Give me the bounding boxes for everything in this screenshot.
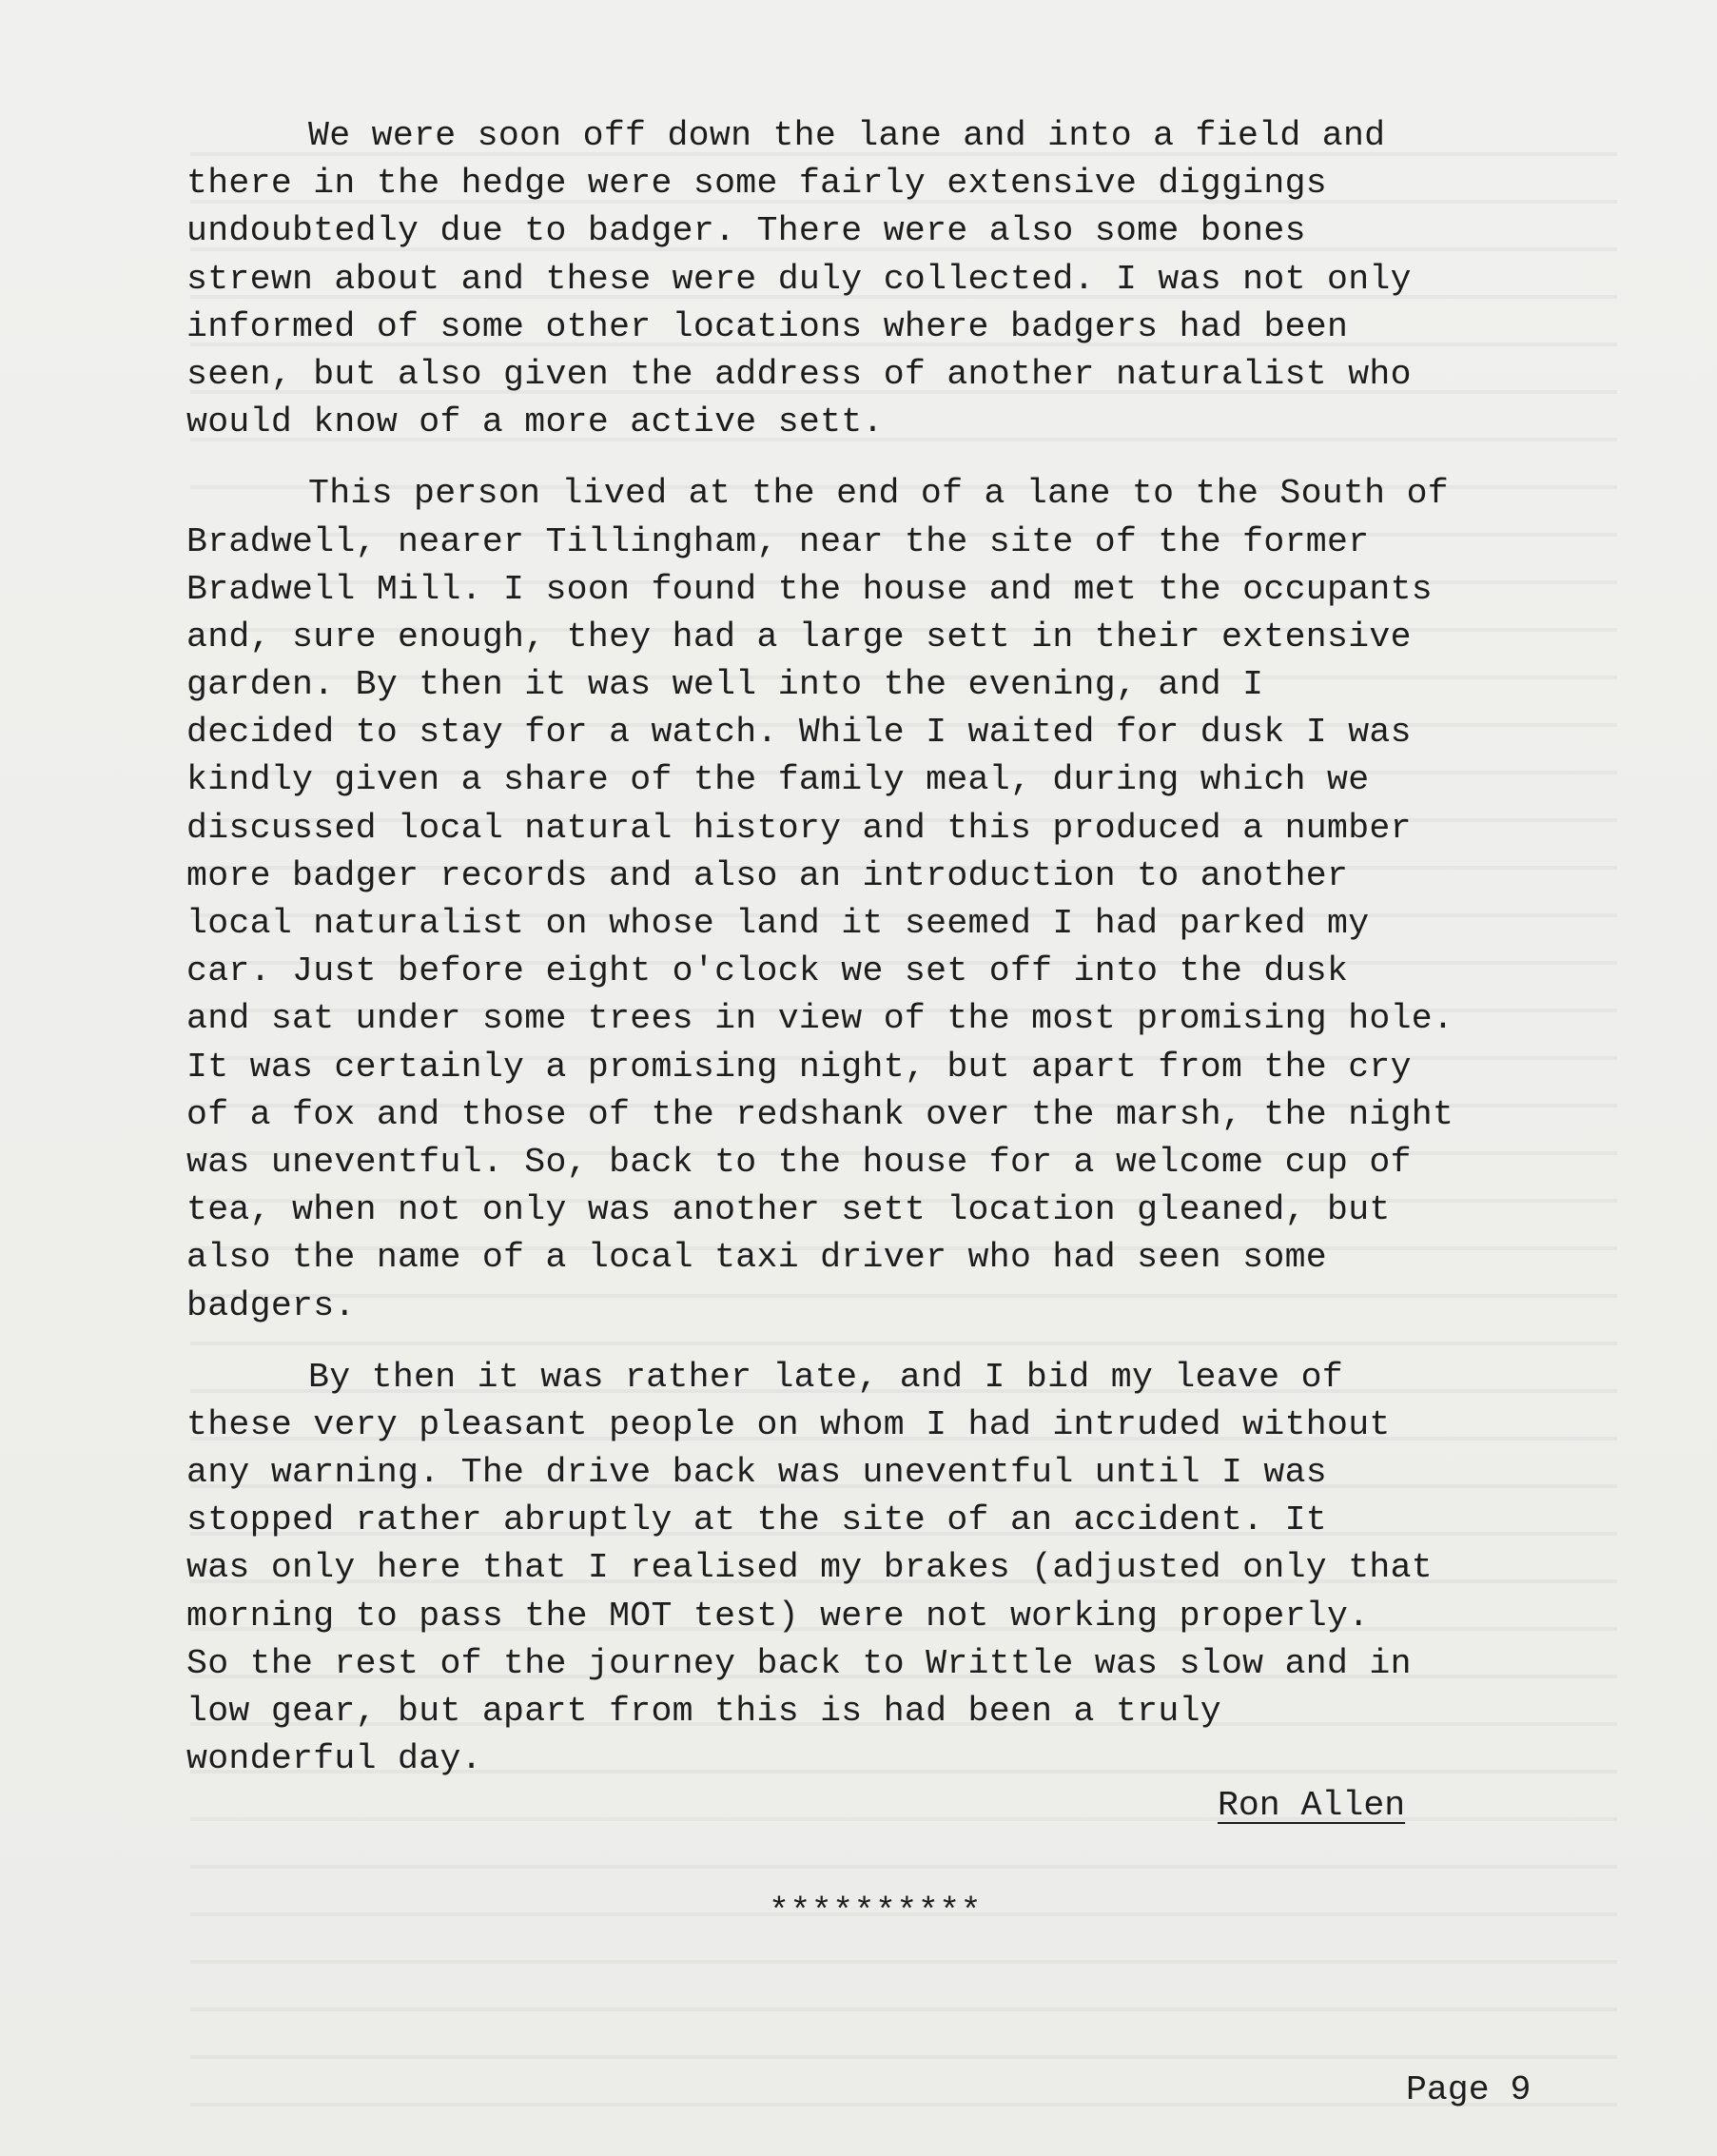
text-line: more badger records and also an introduction to another [186,855,1349,895]
text-line: these very pleasant people on whom I had intruded without [186,1404,1391,1444]
text-line: tea, when not only was another sett location gleaned, but [186,1190,1391,1230]
text-line: So the rest of the journey back to Writtle was slow and in [186,1643,1412,1683]
text-line: of a fox and those of the redshank over the marsh, the night [186,1094,1454,1134]
text-line: informed of some other locations where badgers had been [186,306,1349,346]
text-line: Bradwell, nearer Tillingham, near the site of the former [186,521,1370,561]
text-line: was only here that I realised my brakes (adjusted only that [186,1548,1434,1588]
text-line: It was certainly a promising night, but apart from the cry [186,1047,1412,1087]
text-line: wonderful day. [186,1739,482,1779]
paragraph-gap [186,446,1632,470]
text-line: low gear, but apart from this is had been a truly [186,1692,1221,1731]
text-line: seen, but also given the address of another naturalist who [186,354,1412,394]
text-line: local naturalist on whose land it seemed I had parked my [186,904,1370,943]
paragraph-3 [186,1354,1632,1784]
author-signature: Ron Allen [1218,1786,1406,1825]
text-line: stopped rather abruptly at the site of an accident. It [186,1500,1327,1540]
text-line: kindly given a share of the family meal, during which we [186,760,1370,800]
paragraph-1 [186,112,1632,446]
text-line: car. Just before eight o'clock we set off into the dusk [186,951,1349,991]
paragraph-2 [186,470,1632,1329]
text-line: This person lived at the end of a lane to the South of [308,474,1449,514]
text-line: any warning. The drive back was uneventful until I was [186,1453,1327,1493]
text-line: would know of a more active sett. [186,402,884,442]
page-number: Page 9 [1406,2070,1532,2109]
paragraph-gap [186,1330,1632,1354]
section-separator: ********** [769,1892,983,1931]
text-line: By then it was rather late, and I bid my leave of [308,1357,1343,1397]
text-line: there in the hedge were some fairly extensive diggings [186,164,1327,204]
text-line: was uneventful. So, back to the house for a welcome cup of [186,1142,1412,1182]
article-body [186,112,1632,1783]
text-line: decided to stay for a watch. While I waited for dusk I was [186,713,1412,753]
text-line: morning to pass the MOT test) were not working properly. [186,1596,1370,1636]
text-line: Bradwell Mill. I soon found the house and met the occupants [186,569,1434,609]
text-line: undoubtedly due to badger. There were also some bones [186,211,1306,251]
text-line: discussed local natural history and this produced a number [186,808,1412,848]
text-line: strewn about and these were duly collected. I was not only [186,259,1412,299]
text-line: badgers. [186,1285,356,1325]
text-line: and sat under some trees in view of the most promising hole. [186,999,1454,1039]
text-line: garden. By then it was well into the evening, and I [186,665,1264,705]
text-line: We were soon off down the lane and into a field and [308,116,1386,155]
text-line: also the name of a local taxi driver who had seen some [186,1238,1327,1278]
text-line: and, sure enough, they had a large sett in their extensive [186,617,1412,657]
